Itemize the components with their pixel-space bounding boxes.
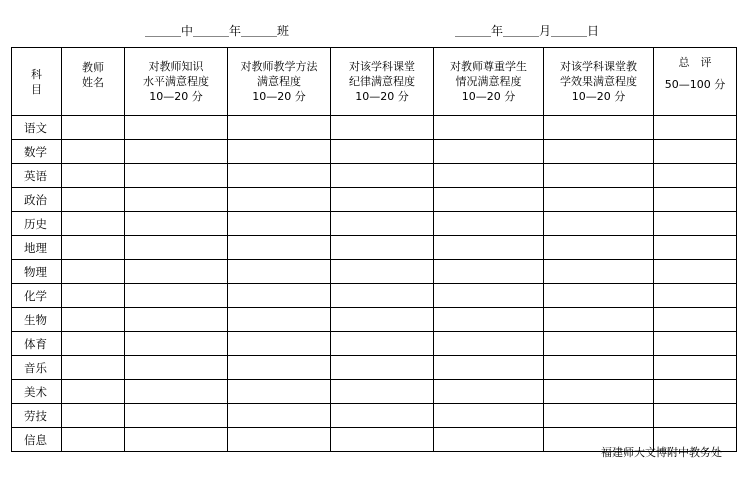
input-cell[interactable] [434,428,544,452]
header-text: 10—20 分 [355,90,409,103]
input-cell[interactable] [654,356,737,380]
input-cell[interactable] [434,212,544,236]
input-cell[interactable] [125,404,228,428]
input-cell[interactable] [434,140,544,164]
input-cell[interactable] [228,404,331,428]
satisfaction-survey-table [11,47,737,452]
input-cell[interactable] [125,140,228,164]
input-cell[interactable] [544,260,654,284]
input-cell[interactable] [331,260,434,284]
date-fill-line: ＿＿＿年＿＿＿月＿＿＿日 [455,24,600,38]
header-total [654,48,737,116]
header-text: 10—20 分 [461,90,516,103]
subject-cell: 体育 [12,332,62,356]
input-cell[interactable] [654,284,737,308]
subject-cell: 政治 [12,188,62,212]
input-cell[interactable] [62,140,125,164]
input-cell[interactable] [62,284,125,308]
header-text: 对该学科课堂 [349,60,415,73]
table-row [12,164,737,188]
header-method [228,48,331,116]
subject-cell: 信息 [12,428,62,452]
subject-cell: 历史 [12,212,62,236]
input-cell[interactable] [434,332,544,356]
input-cell[interactable] [125,284,228,308]
header-text: 对教师知识 [148,60,204,73]
table-row [12,332,737,356]
input-cell[interactable] [654,140,737,164]
input-cell[interactable] [228,260,331,284]
input-cell[interactable] [228,116,331,140]
input-cell[interactable] [331,428,434,452]
table-row [12,236,737,260]
header-row [12,48,737,116]
input-cell[interactable] [544,188,654,212]
input-cell[interactable] [125,260,228,284]
input-cell[interactable] [228,188,331,212]
issuer-footer: 福建师大文博附中教务处 [601,446,722,459]
subject-cell: 地理 [12,236,62,260]
input-cell[interactable] [62,260,125,284]
input-cell[interactable] [654,260,737,284]
header-text: 满意程度 [257,75,301,88]
header-text: 10—20 分 [252,90,306,103]
header-text: 对教师教学方法 [240,60,318,73]
input-cell[interactable] [228,140,331,164]
input-cell[interactable] [654,236,737,260]
header-text: 目 [31,82,42,96]
input-cell[interactable] [434,164,544,188]
header-respect [434,48,544,116]
subject-cell: 数学 [12,140,62,164]
header-text: 学效果满意程度 [560,75,637,88]
input-cell[interactable] [544,380,654,404]
table-row [12,212,737,236]
header-subject [12,48,62,116]
input-cell[interactable] [62,332,125,356]
input-cell[interactable] [62,188,125,212]
input-cell[interactable] [125,188,228,212]
header-text: 对教师尊重学生 [450,60,527,73]
input-cell[interactable] [331,380,434,404]
table-row [12,308,737,332]
input-cell[interactable] [62,380,125,404]
input-cell[interactable] [228,428,331,452]
input-cell[interactable] [331,308,434,332]
input-cell[interactable] [544,212,654,236]
table-row [12,404,737,428]
input-cell[interactable] [125,428,228,452]
header-text: 10—20 分 [571,90,626,103]
input-cell[interactable] [544,164,654,188]
input-cell[interactable] [125,212,228,236]
input-cell[interactable] [544,356,654,380]
input-cell[interactable] [544,140,654,164]
input-cell[interactable] [654,380,737,404]
input-cell[interactable] [228,212,331,236]
table-row [12,260,737,284]
input-cell[interactable] [62,116,125,140]
input-cell[interactable] [434,356,544,380]
input-cell[interactable] [544,332,654,356]
table-row [12,116,737,140]
input-cell[interactable] [228,236,331,260]
input-cell[interactable] [62,428,125,452]
header-text: 情况满意程度 [455,75,522,88]
input-cell[interactable] [654,308,737,332]
input-cell[interactable] [654,116,737,140]
table-row [12,188,737,212]
input-cell[interactable] [228,356,331,380]
subject-cell: 音乐 [12,356,62,380]
table-row [12,140,737,164]
subject-cell: 美术 [12,380,62,404]
input-cell[interactable] [331,140,434,164]
input-cell[interactable] [125,380,228,404]
input-cell[interactable] [434,188,544,212]
subject-cell: 化学 [12,284,62,308]
table-row [12,284,737,308]
input-cell[interactable] [654,332,737,356]
input-cell[interactable] [654,164,737,188]
input-cell[interactable] [544,236,654,260]
input-cell[interactable] [434,236,544,260]
header-text: 科 [31,67,42,81]
input-cell[interactable] [331,236,434,260]
input-cell[interactable] [654,212,737,236]
input-cell[interactable] [228,284,331,308]
input-cell[interactable] [544,308,654,332]
header-knowledge [125,48,228,116]
header-text: 教师 [82,61,104,74]
input-cell[interactable] [434,284,544,308]
input-cell[interactable] [434,260,544,284]
input-cell[interactable] [544,404,654,428]
input-cell[interactable] [331,116,434,140]
input-cell[interactable] [125,164,228,188]
input-cell[interactable] [434,308,544,332]
input-cell[interactable] [331,404,434,428]
input-cell[interactable] [125,332,228,356]
header-text: 姓名 [82,76,104,89]
input-cell[interactable] [331,212,434,236]
input-cell[interactable] [331,284,434,308]
input-cell[interactable] [125,236,228,260]
input-cell[interactable] [62,308,125,332]
header-text: 10—20 分 [149,90,203,103]
input-cell[interactable] [228,164,331,188]
header-text: 水平满意程度 [143,75,209,88]
class-fill-line: ＿＿＿中＿＿＿年＿＿＿班 [145,24,290,38]
input-cell[interactable] [434,380,544,404]
subject-cell: 语文 [12,116,62,140]
input-cell[interactable] [62,236,125,260]
header-discipline [331,48,434,116]
input-cell[interactable] [125,308,228,332]
input-cell[interactable] [62,164,125,188]
subject-cell: 劳技 [12,404,62,428]
header-text: 50—100 分 [664,78,726,91]
input-cell[interactable] [62,356,125,380]
header-text: 纪律满意程度 [349,75,415,88]
header-teacher-name [62,48,125,116]
input-cell[interactable] [434,116,544,140]
header-text: 对该学科课堂教 [560,60,637,73]
input-cell[interactable] [654,188,737,212]
table-row [12,356,737,380]
input-cell[interactable] [228,308,331,332]
input-cell[interactable] [228,332,331,356]
input-cell[interactable] [331,332,434,356]
input-cell[interactable] [654,404,737,428]
input-cell[interactable] [434,404,544,428]
input-cell[interactable] [125,116,228,140]
input-cell[interactable] [228,380,331,404]
input-cell[interactable] [331,356,434,380]
subject-cell: 物理 [12,260,62,284]
input-cell[interactable] [62,212,125,236]
subject-cell: 英语 [12,164,62,188]
input-cell[interactable] [62,404,125,428]
table-row [12,380,737,404]
table-body [12,116,737,452]
header-text: 总 评 [678,56,712,69]
header-effect [544,48,654,116]
input-cell[interactable] [544,284,654,308]
input-cell[interactable] [331,164,434,188]
input-cell[interactable] [125,356,228,380]
input-cell[interactable] [544,116,654,140]
subject-cell: 生物 [12,308,62,332]
input-cell[interactable] [331,188,434,212]
